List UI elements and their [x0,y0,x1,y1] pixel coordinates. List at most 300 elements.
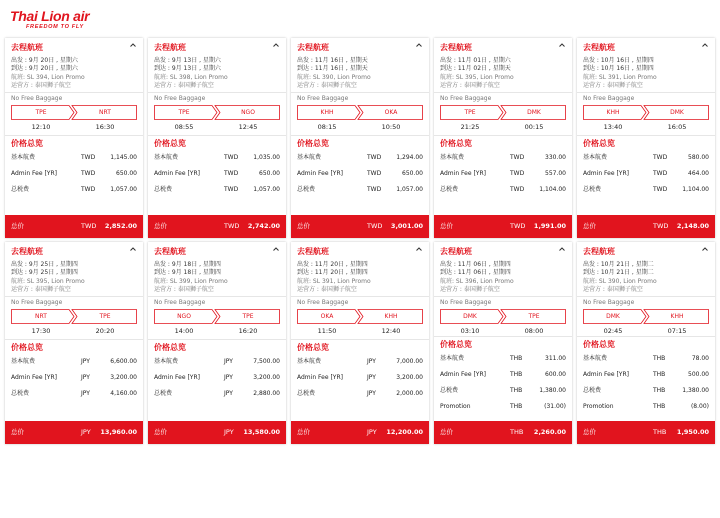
destination-airport-code: NGO [241,109,255,117]
chevron-up-icon[interactable] [129,245,137,253]
operator: 运营方 : 泰国狮子航空 [154,285,214,293]
departure-date: 出发 : 11月 20日 , 星期四 [297,261,368,268]
base-fare-row [5,354,143,370]
currency-code: TWD [367,186,382,194]
total-price-bar [148,421,286,444]
outbound-flight-heading [148,242,286,256]
no-free-baggage-note: No Free Baggage [440,95,492,103]
admin-fee-row [577,367,715,383]
currency-code: JPY [81,358,90,366]
route-segment [440,309,566,336]
total-tax-row [434,383,572,399]
total-label: 总价 [440,222,453,230]
fee-label: 基本航费 [154,358,179,366]
departure-date: 出发 : 10月 16日 , 星期四 [583,57,654,64]
fee-amount: 330.00 [545,154,566,162]
total-currency: THB [653,428,667,436]
total-amount: 2,852.00 [104,222,137,230]
arrival-date: 到达 : 11月 16日 , 星期天 [297,65,368,73]
no-free-baggage-note: No Free Baggage [583,95,635,103]
total-label: 总价 [440,428,453,436]
destination-airport-code: OKA [384,109,398,117]
chevron-up-icon[interactable] [415,245,423,253]
total-currency: TWD [367,222,383,230]
divider [5,296,143,297]
total-price-bar [291,215,429,238]
divider [5,92,143,93]
divider [434,135,572,136]
base-fare-row [148,354,286,370]
currency-code: JPY [224,358,233,366]
fee-label: 基本航费 [297,358,322,366]
currency-code: TWD [653,170,668,178]
total-tax-row [434,182,572,198]
fee-label: Admin Fee [YR] [583,371,629,379]
total-tax-row [577,383,715,399]
operator: 运营方 : 泰国狮子航空 [154,81,214,89]
fee-label: 基本航费 [297,154,322,162]
fee-amount: 2,880.00 [253,390,280,398]
total-price-bar [434,215,572,238]
flight-number: 航班: SL 395, Lion Promo [11,277,85,285]
price-summary-title: 价格总览 [154,139,186,149]
divider [148,296,286,297]
currency-code: TWD [81,154,96,162]
flight-number: 航班: SL 395, Lion Promo [440,73,514,81]
outbound-flight-heading [577,242,715,256]
operator: 运营方 : 泰国狮子航空 [440,81,500,89]
flight-card [434,242,572,444]
currency-code: TWD [510,170,525,178]
departure-date: 出发 : 9月 13日 , 星期六 [154,57,221,64]
fee-label: 基本航费 [440,154,465,162]
currency-code: JPY [81,390,90,398]
currency-code: JPY [224,390,233,398]
fee-amount: 1,057.00 [110,186,137,194]
flight-card [5,242,143,444]
price-summary-title: 价格总览 [583,139,615,149]
chevron-up-icon[interactable] [701,41,709,49]
fee-amount: 557.00 [545,170,566,178]
divider [291,92,429,93]
price-summary-title: 价格总览 [583,340,615,350]
total-label: 总价 [154,428,167,436]
currency-code: TWD [224,170,239,178]
destination-airport-code: NRT [99,109,111,117]
flight-number: 航班: SL 396, Lion Promo [440,277,514,285]
total-tax-row [577,182,715,198]
operator: 运营方 : 泰国狮子航空 [11,285,71,293]
fee-label: 基本航费 [11,154,36,162]
route-segment [154,105,280,132]
base-fare-row [148,150,286,166]
admin-fee-row [148,166,286,182]
fee-label: 总税费 [11,390,30,398]
departure-time: 11:50 [317,327,337,336]
divider [434,336,572,337]
total-currency: TWD [224,222,240,230]
route-segment [11,105,137,132]
departure-date: 出发 : 11月 16日 , 星期天 [297,57,368,64]
fee-label: Promotion [440,403,471,411]
arrival-date: 到达 : 9月 20日 , 星期六 [11,65,78,73]
flight-card [5,38,143,238]
operator: 运营方 : 泰国狮子航空 [583,285,643,293]
fee-label: Admin Fee [YR] [11,374,57,382]
total-price-bar [5,421,143,444]
total-amount: 2,260.00 [533,428,566,436]
arrival-time: 08:00 [524,327,544,336]
fee-amount: 311.00 [545,355,566,363]
fee-amount: 1,104.00 [682,186,709,194]
origin-airport-code: TPE [35,109,47,117]
divider [148,135,286,136]
base-fare-row [291,354,429,370]
no-free-baggage-note: No Free Baggage [440,299,492,307]
total-label: 总价 [583,222,596,230]
total-currency: JPY [367,428,377,436]
divider [148,92,286,93]
outbound-flight-title: 去程航班 [297,247,329,256]
flight-number: 航班: SL 390, Lion Promo [583,277,657,285]
fee-amount: (31.00) [544,403,566,411]
admin-fee-row [148,370,286,386]
flight-number: 航班: SL 391, Lion Promo [297,277,371,285]
fee-label: Admin Fee [YR] [154,170,200,178]
price-summary-title: 价格总览 [440,340,472,350]
fee-label: 总税费 [297,186,316,194]
flight-number: 航班: SL 394, Lion Promo [11,73,85,81]
total-tax-row [5,182,143,198]
fee-amount: 2,000.00 [396,390,423,398]
total-amount: 13,580.00 [243,428,280,436]
arrival-time: 00:15 [524,123,544,132]
fee-amount: 600.00 [545,371,566,379]
departure-date: 出发 : 9月 20日 , 星期六 [11,57,78,64]
admin-fee-row [5,370,143,386]
fee-label: 总税费 [154,186,173,194]
flight-number: 航班: SL 390, Lion Promo [297,73,371,81]
total-amount: 1,991.00 [533,222,566,230]
total-currency: THB [510,428,524,436]
outbound-flight-title: 去程航班 [440,247,472,256]
fee-amount: 500.00 [688,371,709,379]
destination-airport-code: DMK [527,109,541,117]
arrival-time: 12:40 [381,327,401,336]
divider [577,336,715,337]
destination-airport-code: TPE [99,313,111,321]
total-tax-row [148,386,286,402]
total-amount: 1,950.00 [676,428,709,436]
fee-amount: 1,057.00 [396,186,423,194]
fee-label: 基本航费 [583,355,608,363]
departure-time: 12:10 [31,123,51,132]
fee-amount: 3,200.00 [110,374,137,382]
base-fare-row [577,351,715,367]
divider [434,296,572,297]
total-price-bar [148,215,286,238]
departure-date: 出发 : 9月 18日 , 星期四 [154,261,221,268]
arrival-date: 到达 : 9月 13日 , 星期六 [154,65,221,73]
chevron-up-icon[interactable] [558,245,566,253]
currency-code: TWD [224,186,239,194]
arrival-date: 到达 : 9月 25日 , 星期四 [11,269,78,277]
total-label: 总价 [11,428,24,436]
origin-airport-code: DMK [606,313,620,321]
operator: 运营方 : 泰国狮子航空 [583,81,643,89]
destination-airport-code: TPE [242,313,254,321]
divider [5,135,143,136]
fee-amount: 3,200.00 [396,374,423,382]
fee-amount: 650.00 [259,170,280,178]
outbound-flight-title: 去程航班 [297,43,329,52]
arrival-date: 到达 : 10月 21日 , 星期二 [583,269,654,277]
chevron-up-icon[interactable] [272,245,280,253]
currency-code: TWD [81,170,96,178]
currency-code: THB [510,403,523,411]
logo-tagline: FREEDOM TO FLY [26,24,84,30]
admin-fee-row [5,166,143,182]
divider [577,135,715,136]
no-free-baggage-note: No Free Baggage [11,299,63,307]
total-currency: TWD [653,222,669,230]
currency-code: TWD [653,154,668,162]
currency-code: THB [510,371,523,379]
outbound-flight-heading [434,38,572,52]
departure-time: 08:15 [317,123,337,132]
admin-fee-row [291,370,429,386]
currency-code: JPY [224,374,233,382]
fee-label: Admin Fee [YR] [297,374,343,382]
logo-wordmark: Thai Lion air [10,8,90,24]
currency-code: THB [510,355,523,363]
promotion-row [434,399,572,415]
fee-amount: 1,104.00 [539,186,566,194]
promotion-row [577,399,715,415]
outbound-flight-title: 去程航班 [583,43,615,52]
outbound-flight-heading [434,242,572,256]
currency-code: THB [653,371,666,379]
departure-date: 出发 : 9月 25日 , 星期四 [11,261,78,268]
fee-amount: 6,600.00 [110,358,137,366]
origin-airport-code: NGO [177,313,191,321]
total-price-bar [5,215,143,238]
fee-label: 总税费 [440,387,459,395]
flight-number: 航班: SL 391, Lion Promo [583,73,657,81]
fee-label: 基本航费 [11,358,36,366]
price-summary-title: 价格总览 [297,139,329,149]
currency-code: TWD [510,186,525,194]
arrival-time: 16:30 [95,123,115,132]
flight-card [434,38,572,238]
arrival-date: 到达 : 11月 06日 , 星期四 [440,269,511,277]
no-free-baggage-note: No Free Baggage [154,299,206,307]
fee-amount: 1,380.00 [539,387,566,395]
fee-amount: 1,380.00 [682,387,709,395]
flight-card [577,38,715,238]
route-segment [583,105,709,132]
currency-code: JPY [367,390,376,398]
departure-time: 17:30 [31,327,51,336]
base-fare-row [5,150,143,166]
arrival-time: 20:20 [95,327,115,336]
divider [291,339,429,340]
flight-card [148,242,286,444]
price-summary-title: 价格总览 [440,139,472,149]
divider [291,296,429,297]
outbound-flight-title: 去程航班 [11,247,43,256]
departure-date: 出发 : 11月 01日 , 星期六 [440,57,511,64]
total-tax-row [291,386,429,402]
no-free-baggage-note: No Free Baggage [11,95,63,103]
route-segment [297,105,423,132]
destination-airport-code: DMK [670,109,684,117]
price-summary-title: 价格总览 [154,343,186,353]
departure-time: 14:00 [174,327,194,336]
currency-code: JPY [81,374,90,382]
origin-airport-code: DMK [463,313,477,321]
divider [577,296,715,297]
total-price-bar [577,421,715,444]
departure-time: 02:45 [603,327,623,336]
total-tax-row [148,182,286,198]
outbound-flight-title: 去程航班 [11,43,43,52]
currency-code: THB [653,403,666,411]
total-price-bar [434,421,572,444]
destination-airport-code: TPE [528,313,540,321]
base-fare-row [577,150,715,166]
total-currency: TWD [510,222,526,230]
chevron-up-icon[interactable] [558,41,566,49]
fee-label: 总税费 [297,390,316,398]
fee-amount: 4,160.00 [110,390,137,398]
outbound-flight-title: 去程航班 [440,43,472,52]
origin-airport-code: TPE [178,109,190,117]
chevron-up-icon[interactable] [701,245,709,253]
departure-date: 出发 : 10月 21日 , 星期二 [583,261,654,268]
fee-label: 基本航费 [440,355,465,363]
total-price-bar [291,421,429,444]
arrival-date: 到达 : 9月 18日 , 星期四 [154,269,221,277]
total-amount: 13,960.00 [100,428,137,436]
fee-label: Admin Fee [YR] [11,170,57,178]
total-tax-row [291,182,429,198]
fee-label: Promotion [583,403,614,411]
route-segment [11,309,137,336]
operator: 运营方 : 泰国狮子航空 [297,285,357,293]
no-free-baggage-note: No Free Baggage [297,95,349,103]
origin-airport-code: OKA [320,313,334,321]
price-summary-title: 价格总览 [11,139,43,149]
fee-label: Admin Fee [YR] [440,170,486,178]
thai-lion-air-logo [10,8,106,38]
route-segment [297,309,423,336]
outbound-flight-heading [5,38,143,52]
currency-code: TWD [653,186,668,194]
fee-label: 总税费 [583,186,602,194]
fee-label: 基本航费 [583,154,608,162]
chevron-up-icon[interactable] [129,41,137,49]
flight-card [291,242,429,444]
arrival-time: 16:05 [667,123,687,132]
flight-number: 航班: SL 398, Lion Promo [154,73,228,81]
fee-amount: 1,035.00 [253,154,280,162]
currency-code: TWD [224,154,239,162]
fee-label: 总税费 [154,390,173,398]
arrival-date: 到达 : 11月 20日 , 星期四 [297,269,368,277]
total-tax-row [5,386,143,402]
fee-amount: 464.00 [688,170,709,178]
divider [291,135,429,136]
operator: 运营方 : 泰国狮子航空 [297,81,357,89]
operator: 运营方 : 泰国狮子航空 [440,285,500,293]
price-summary-title: 价格总览 [11,343,43,353]
total-label: 总价 [11,222,24,230]
fee-label: Admin Fee [YR] [297,170,343,178]
flight-card [148,38,286,238]
fee-amount: 580.00 [688,154,709,162]
fee-amount: 650.00 [402,170,423,178]
currency-code: THB [510,387,523,395]
total-amount: 3,001.00 [390,222,423,230]
no-free-baggage-note: No Free Baggage [154,95,206,103]
arrival-date: 到达 : 11月 02日 , 星期天 [440,65,511,73]
route-segment [440,105,566,132]
fee-amount: 7,500.00 [253,358,280,366]
fee-amount: 650.00 [116,170,137,178]
fee-amount: 7,000.00 [396,358,423,366]
arrival-date: 到达 : 10月 16日 , 星期四 [583,65,654,73]
fee-label: 总税费 [440,186,459,194]
fee-amount: (8.00) [690,403,709,411]
fee-amount: 1,294.00 [396,154,423,162]
flight-card [291,38,429,238]
total-amount: 2,148.00 [676,222,709,230]
price-summary-title: 价格总览 [297,343,329,353]
currency-code: TWD [510,154,525,162]
outbound-flight-title: 去程航班 [154,43,186,52]
origin-airport-code: KHH [320,109,334,117]
chevron-up-icon[interactable] [272,41,280,49]
fee-label: 总税费 [583,387,602,395]
admin-fee-row [434,166,572,182]
base-fare-row [291,150,429,166]
currency-code: TWD [367,170,382,178]
route-segment [583,309,709,336]
route-segment [154,309,280,336]
outbound-flight-heading [5,242,143,256]
chevron-up-icon[interactable] [415,41,423,49]
total-currency: TWD [81,222,97,230]
divider [577,92,715,93]
no-free-baggage-note: No Free Baggage [583,299,635,307]
total-label: 总价 [154,222,167,230]
origin-airport-code: KHH [606,109,620,117]
outbound-flight-title: 去程航班 [583,247,615,256]
outbound-flight-title: 去程航班 [154,247,186,256]
outbound-flight-heading [291,38,429,52]
total-amount: 12,200.00 [386,428,423,436]
arrival-time: 16:20 [238,327,258,336]
departure-time: 21:25 [460,123,480,132]
origin-airport-code: NRT [35,313,47,321]
origin-airport-code: TPE [464,109,476,117]
currency-code: THB [653,387,666,395]
outbound-flight-heading [148,38,286,52]
total-price-bar [577,215,715,238]
arrival-time: 07:15 [667,327,687,336]
currency-code: JPY [367,358,376,366]
